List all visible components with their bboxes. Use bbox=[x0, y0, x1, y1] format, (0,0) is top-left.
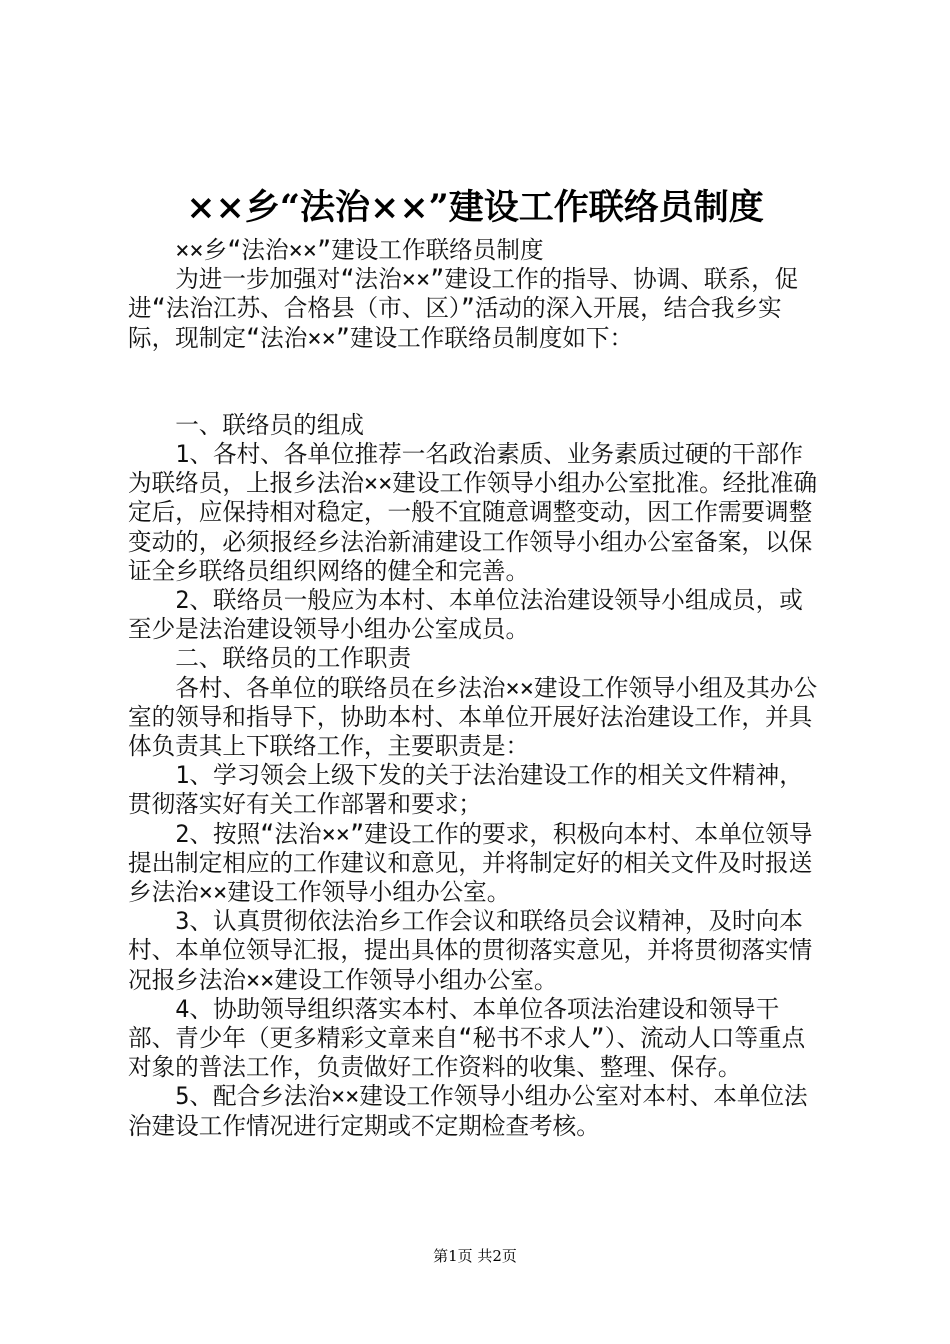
paragraph-item: 2、按照“法治××”建设工作的要求，积极向本村、本单位领导提出制定相应的工作建议和意见，并将制定好的相关文件及时报送乡法治××建设工作领导小组办公室。 bbox=[128, 819, 813, 907]
document-body bbox=[128, 236, 824, 1141]
blank-line bbox=[128, 353, 824, 411]
paragraph-item: 1、学习领会上级下发的关于法治建设工作的相关文件精神，贯彻落实好有关工作部署和要求； bbox=[128, 761, 803, 819]
page-footer: 第1页 共2页 bbox=[433, 1247, 517, 1265]
paragraph-intro: 为进一步加强对“法治××”建设工作的指导、协调、联系，促进“法治江苏、合格县（市、区）”活动的深入开展，结合我乡实际，现制定“法治××”建设工作联络员制度如下： bbox=[128, 265, 799, 352]
document-title: ××乡“法治××”建设工作联络员制度 bbox=[186, 187, 764, 228]
paragraph-item: 4、协助领导组织落实本村、本单位各项法治建设和领导干部、青少年（更多精彩文章来自“秘书不求人”）、流动人口等重点对象的普法工作，负责做好工作资料的收集、整理、保存。 bbox=[128, 994, 806, 1082]
section-heading-1: 一、联络员的组成 bbox=[175, 410, 364, 439]
paragraph-item: 5、配合乡法治××建设工作领导小组办公室对本村、本单位法治建设工作情况进行定期或不定期检查考核。 bbox=[128, 1082, 808, 1140]
paragraph-item: 3、认真贯彻依法治乡工作会议和联络员会议精神，及时向本村、本单位领导汇报，提出具体的贯彻落实意见，并将贯彻落实情况报乡法治××建设工作领导小组办公室。 bbox=[128, 907, 813, 994]
paragraph-item: 2、联络员一般应为本村、本单位法治建设领导小组成员，或至少是法治建设领导小组办公室成员。 bbox=[128, 586, 803, 644]
paragraph-repeat-title: ××乡“法治××”建设工作联络员制度 bbox=[175, 236, 544, 264]
paragraph-duties-intro: 各村、各单位的联络员在乡法治××建设工作领导小组及其办公室的领导和指导下，协助本村、本单位开展好法治建设工作，并具体负责其上下联络工作，主要职责是： bbox=[128, 673, 818, 761]
paragraph-item: 1、各村、各单位推荐一名政治素质、业务素质过硬的干部作为联络员，上报乡法治××建设工作领导小组办公室批准。经批准确定后，应保持相对稳定，一般不宜随意调整变动，因工作需要调整变动的，必须报经乡法治新浦建设工作领导小组办公室备案，以保证全乡联络员组织网络的健全和完善。 bbox=[128, 440, 818, 585]
section-heading-2: 二、联络员的工作职责 bbox=[175, 644, 412, 673]
